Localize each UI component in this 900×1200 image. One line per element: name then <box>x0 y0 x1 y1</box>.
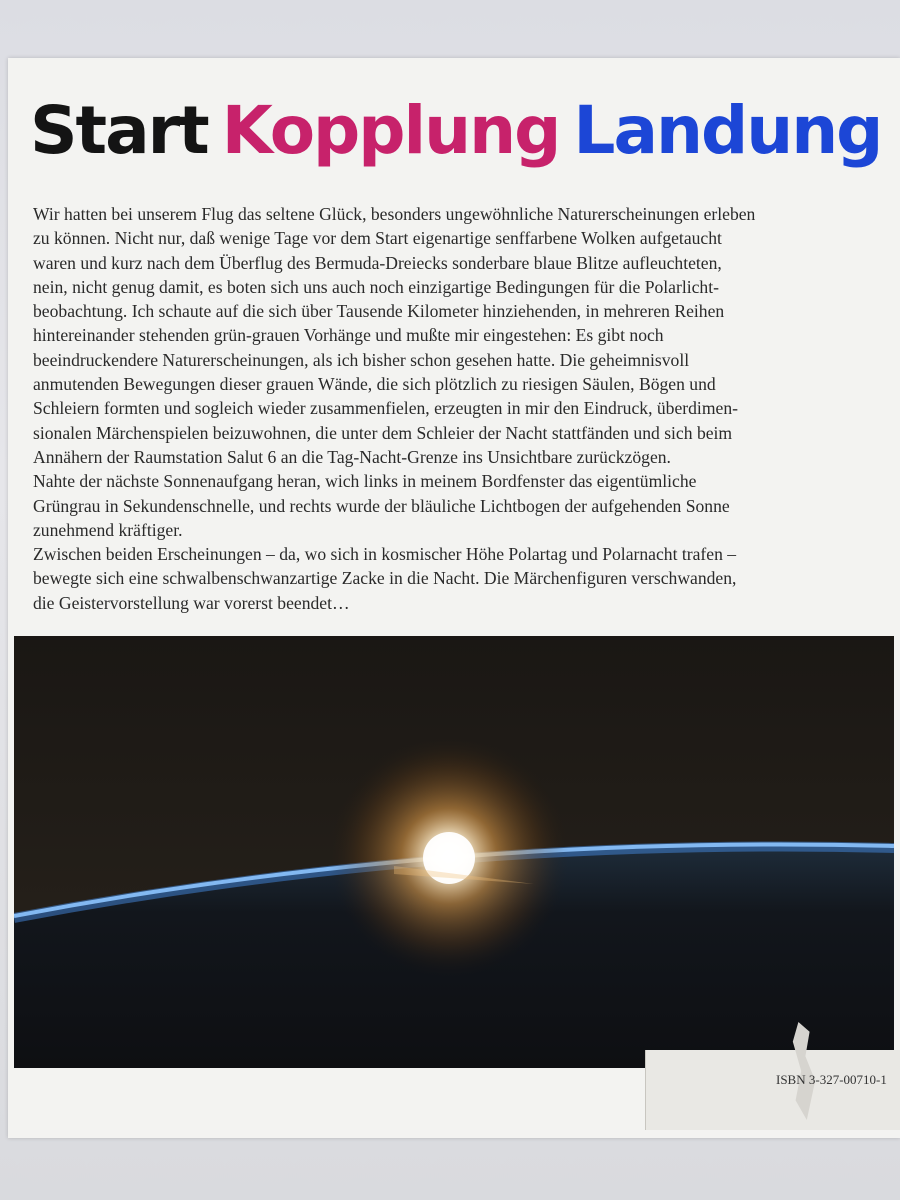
text-line: nein, nicht genug damit, es boten sich uns auch noch einzigartige Bedingungen für die Polarlicht- <box>33 276 719 297</box>
sunrise-earth-photo <box>14 636 894 1068</box>
text-line: sionalen Märchenspielen beizuwohnen, die unter dem Schleier der Nacht stattfänden und sich beim <box>33 422 733 443</box>
text-line: Wir hatten bei unserem Flug das seltene Glück, besonders ungewöhnliche Naturerscheinungen erleben <box>33 204 756 224</box>
text-line: waren und kurz nach dem Überflug des Bermuda-Dreiecks sonderbare blaue Blitze aufleuchteten, <box>33 252 722 273</box>
title-word-landung: Landung <box>573 92 882 169</box>
text-line: Grüngrau in Sekundenschnelle, und rechts wurde der bläuliche Lichtbogen der aufgehenden Sonne <box>33 495 730 516</box>
text-line: die Geistervorstellung war vorerst beendet… <box>33 592 350 613</box>
text-line: anmutenden Bewegungen dieser grauen Wände, die sich plötzlich zu riesigen Säulen, Bögen und <box>33 374 716 395</box>
text-line: beobachtung. Ich schaute auf die sich über Tausende Kilometer hinziehenden, in mehreren Reihen <box>33 301 725 322</box>
book-title <box>30 92 895 169</box>
text-line: Zwischen beiden Erscheinungen – da, wo sich in kosmischer Höhe Polartag und Polarnacht trafen – <box>33 544 737 565</box>
text-line: zunehmend kräftiger. <box>33 519 183 540</box>
isbn-number: ISBN 3-327-00710-1 <box>776 1072 887 1087</box>
text-line: zu können. Nicht nur, daß wenige Tage vor dem Start eigenartige senffarbene Wolken aufgetaucht <box>33 228 722 249</box>
text-line: Nahte der nächste Sonnenaufgang heran, wich links in meinem Bordfenster das eigentümliche <box>33 471 697 492</box>
title-word-kopplung: Kopplung <box>221 92 560 169</box>
text-line: Schleiern formten und sogleich wieder zusammenfielen, erzeugten in mir den Eindruck, überdimen- <box>33 398 738 419</box>
text-line: hintereinander stehenden grün-grauen Vorhänge und mußte mir eingestehen: Es gibt noch <box>33 325 664 346</box>
blurb-text <box>33 202 878 615</box>
text-line: bewegte sich eine schwalbenschwanzartige Zacke in die Nacht. Die Märchenfiguren verschwanden, <box>33 568 737 589</box>
price-sticker-residue <box>645 1050 900 1130</box>
title-word-start: Start <box>30 92 208 169</box>
text-line: beeindruckendere Naturerscheinungen, als ich bisher schon gesehen hatte. Die geheimnisvoll <box>33 349 690 370</box>
text-line: Annähern der Raumstation Salut 6 an die Tag-Nacht-Grenze ins Unsichtbare zurückzögen. <box>33 446 671 467</box>
